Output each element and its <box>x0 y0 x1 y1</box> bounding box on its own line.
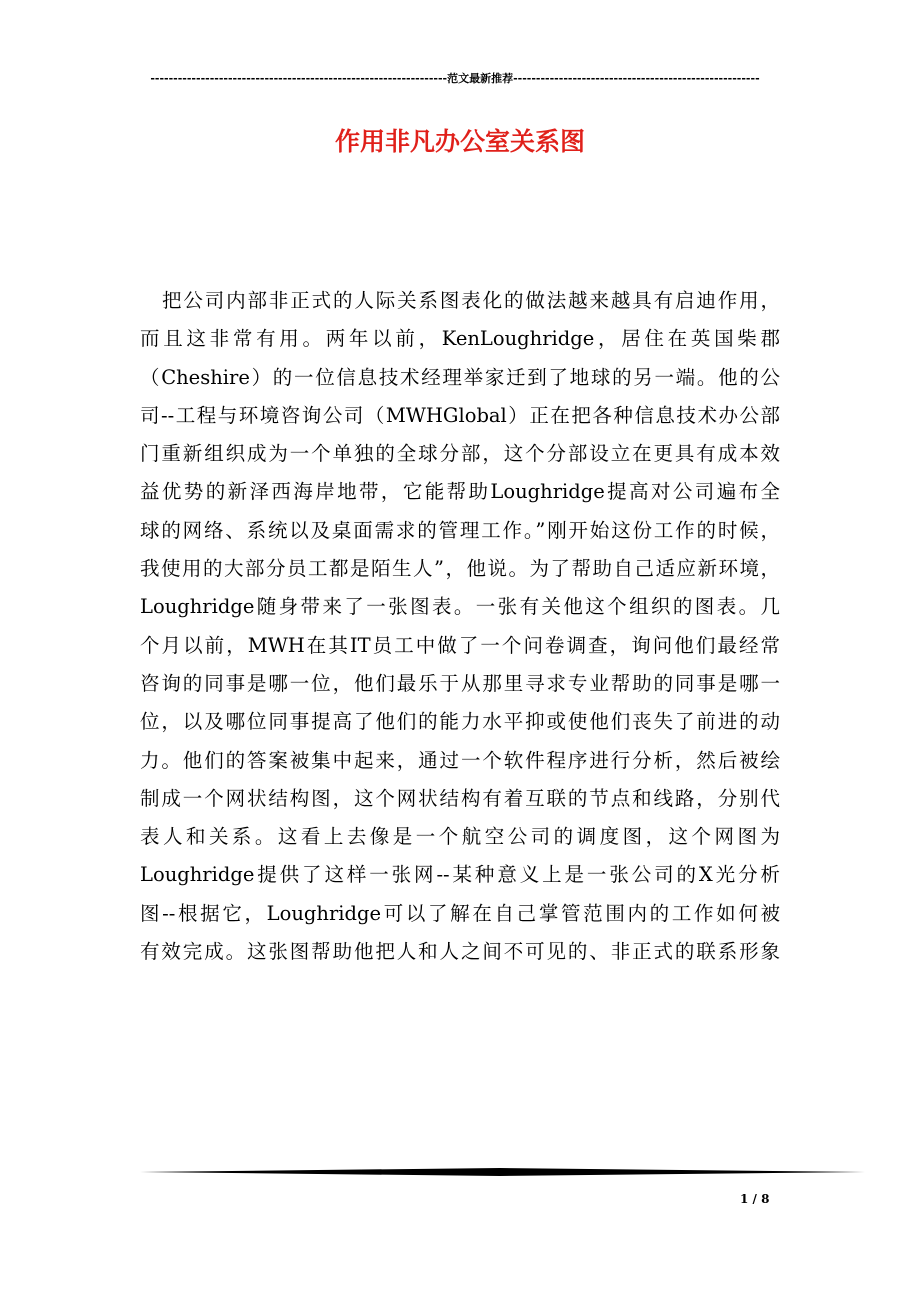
paragraph-line: 我使用的大部分员工都是陌生人”，他说。为了帮助自己适应新环境， <box>140 557 780 581</box>
page-number: 1 / 8 <box>740 1192 770 1206</box>
body-paragraph <box>140 282 780 971</box>
paragraph-line: 图--根据它，Loughridge可以了解在自己掌管范围内的工作如何被 <box>140 901 780 925</box>
header-banner: -----------------------------------------------------------------范文最新推荐------------------------------------------------------ <box>150 72 760 85</box>
paragraph-line: 球的网络、系统以及桌面需求的管理工作。”刚开始这份工作的时候， <box>140 518 780 542</box>
paragraph-line: 咨询的同事是哪一位，他们最乐于从那里寻求专业帮助的同事是哪一 <box>140 671 780 695</box>
paragraph-line: 力。他们的答案被集中起来，通过一个软件程序进行分析，然后被绘 <box>140 748 780 772</box>
paragraph-line: （Cheshire）的一位信息技术经理举家迁到了地球的另一端。他的公 <box>140 365 780 389</box>
document-title: 作用非凡办公室关系图 <box>334 127 585 156</box>
paragraph-line: 而且这非常有用。两年以前，KenLoughridge，居住在英国柴郡 <box>140 327 780 351</box>
paragraph-line: 司--工程与环境咨询公司（MWHGlobal）正在把各种信息技术办公部 <box>140 403 780 427</box>
paragraph-line: Loughridge随身带来了一张图表。一张有关他这个组织的图表。几 <box>140 595 780 619</box>
paragraph-line: 门重新组织成为一个单独的全球分部，这个分部设立在更具有成本效 <box>140 442 780 466</box>
paragraph-line: 位，以及哪位同事提高了他们的能力水平抑或使他们丧失了前进的动 <box>140 710 780 734</box>
paragraph-line: 有效完成。这张图帮助他把人和人之间不可见的、非正式的联系形象 <box>140 940 780 964</box>
paragraph-line: Loughridge提供了这样一张网--某种意义上是一张公司的X光分析 <box>140 863 780 887</box>
paragraph-line: 表人和关系。这看上去像是一个航空公司的调度图，这个网图为 <box>140 825 780 849</box>
paragraph-line: 制成一个网状结构图，这个网状结构有着互联的节点和线路，分别代 <box>140 786 780 810</box>
paragraph-line: 益优势的新泽西海岸地带，它能帮助Loughridge提高对公司遍布全 <box>140 480 780 504</box>
paragraph-line: 个月以前，MWH在其IT员工中做了一个问卷调查，询问他们最经常 <box>140 633 780 657</box>
footer-rule <box>140 1168 865 1176</box>
paragraph-line: 把公司内部非正式的人际关系图表化的做法越来越具有启迪作用， <box>162 289 780 312</box>
